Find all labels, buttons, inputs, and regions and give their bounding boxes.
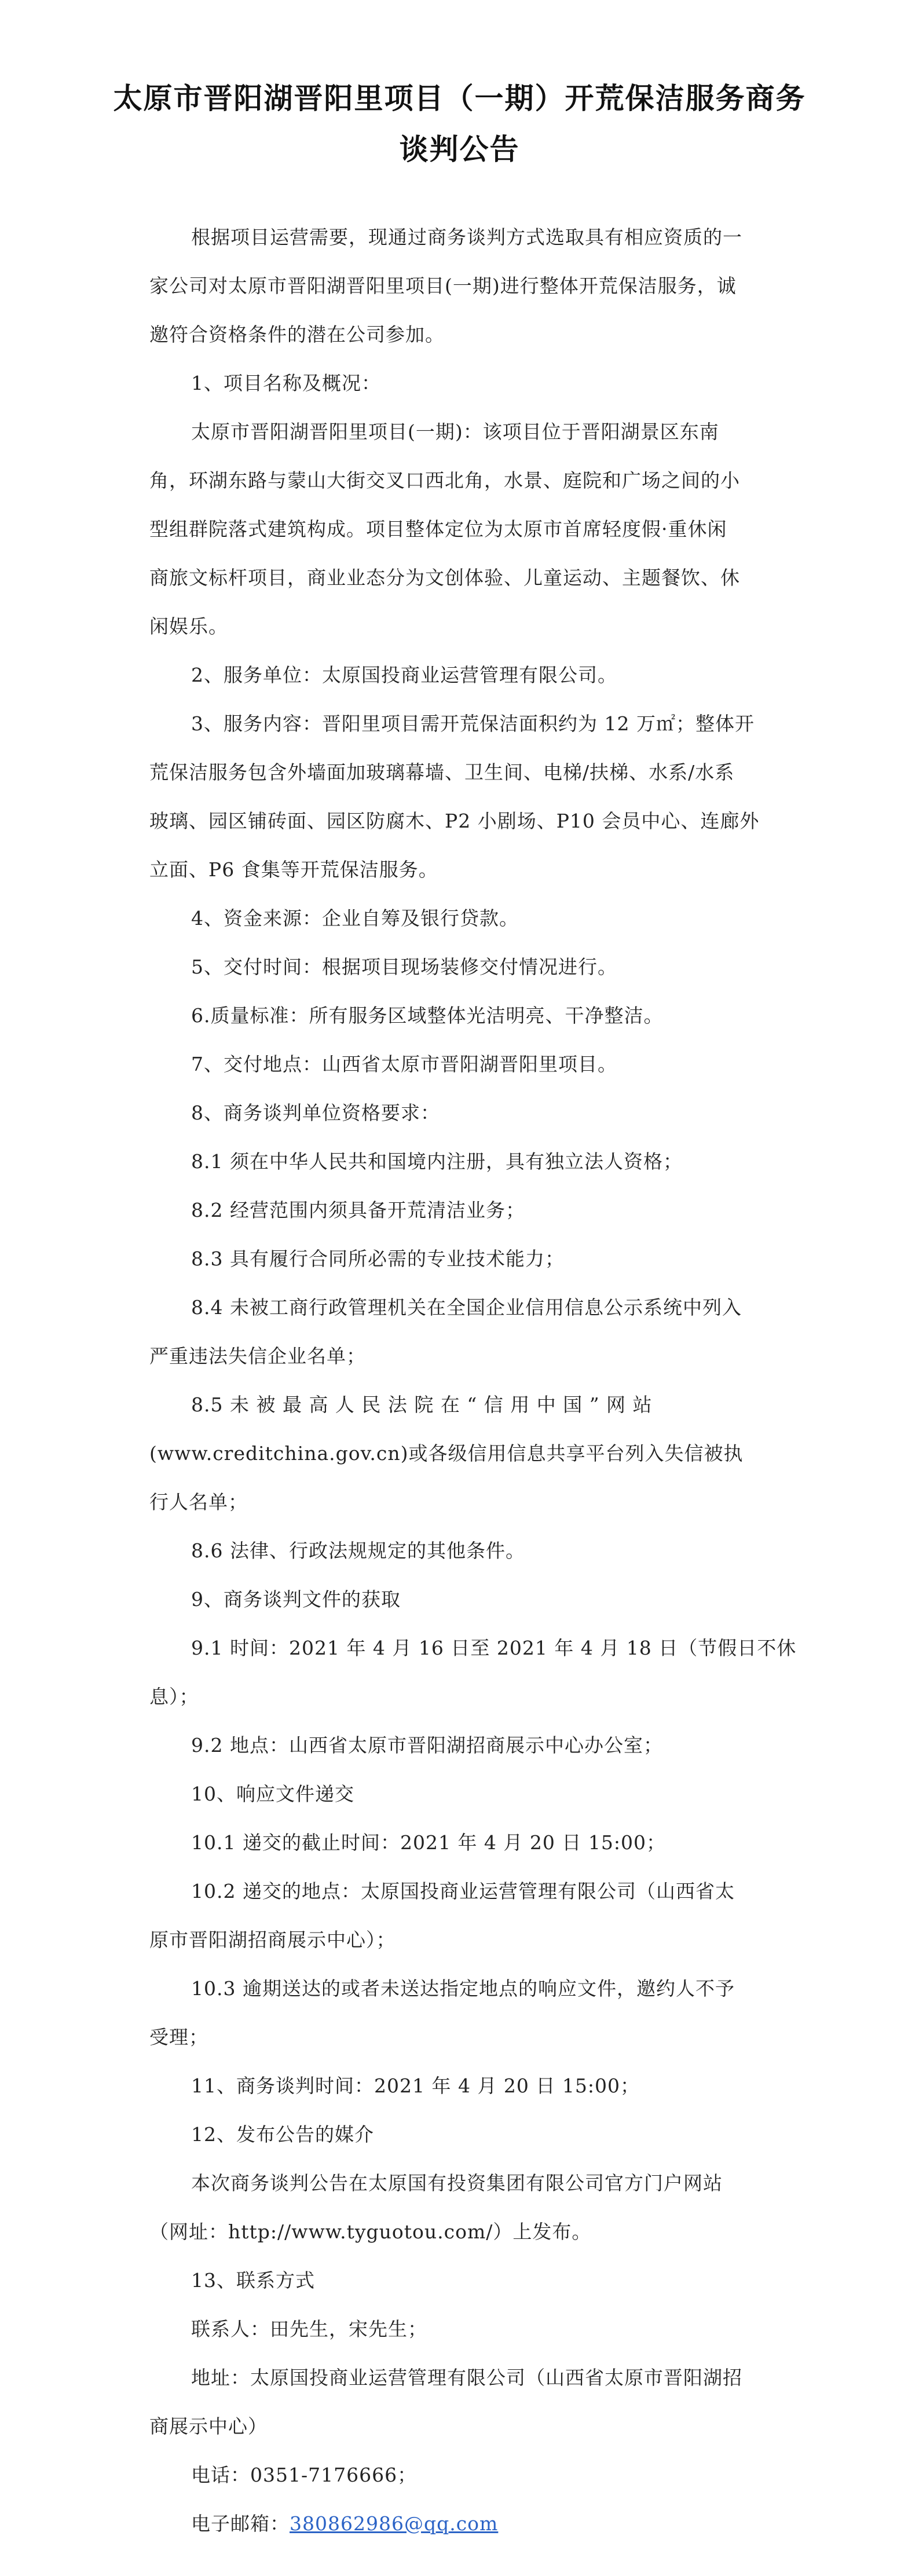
section-8-5-line-2: (www.creditchina.gov.cn)或各级信用信息共享平台列入失信被执 — [149, 1442, 744, 1465]
document-title-line-2: 谈判公告 — [399, 133, 520, 166]
section-5: 5、交付时间：根据项目现场装修交付情况进行。 — [191, 956, 617, 978]
section-9-1-line-2: 息）； — [149, 1685, 199, 1708]
document-title-line-1: 太原市晋阳湖晋阳里项目（一期）开荒保洁服务商务 — [113, 82, 806, 115]
section-10-3-line-1: 10.3 逾期送达的或者未送达指定地点的响应文件，邀约人不予 — [191, 1977, 735, 2000]
section-3-line-4: 立面、P6 食集等开荒保洁服务。 — [149, 858, 438, 881]
section-3-line-3: 玻璃、园区铺砖面、园区防腐木、P2 小剧场、P10 会员中心、连廊外 — [149, 810, 760, 832]
section-10-heading: 10、响应文件递交 — [191, 1783, 354, 1805]
section-8-heading: 8、商务谈判单位资格要求： — [191, 1102, 440, 1124]
section-1-line-4: 商旅文标杆项目，商业业态分为文创体验、儿童运动、主题餐饮、休 — [149, 566, 740, 589]
contact-phone: 电话：0351-7176666； — [191, 2464, 418, 2486]
contact-email-link[interactable]: 380862986@qq.com — [290, 2512, 499, 2535]
section-1-line-1: 太原市晋阳湖晋阳里项目(一期)：该项目位于晋阳湖景区东南 — [191, 420, 719, 443]
contact-address-line-2: 商展示中心） — [149, 2415, 268, 2438]
section-3-line-2: 荒保洁服务包含外墙面加玻璃幕墙、卫生间、电梯/扶梯、水系/水系 — [149, 761, 735, 784]
section-8-3: 8.3 具有履行合同所必需的专业技术能力； — [191, 1247, 565, 1270]
section-7: 7、交付地点：山西省太原市晋阳湖晋阳里项目。 — [191, 1053, 617, 1075]
section-8-6: 8.6 法律、行政法规规定的其他条件。 — [191, 1539, 525, 1562]
section-8-5-line-1: 8.5 未 被 最 高 人 民 法 院 在 “ 信 用 中 国 ” 网 站 — [191, 1393, 653, 1416]
section-2: 2、服务单位：太原国投商业运营管理有限公司。 — [191, 664, 617, 686]
section-6: 6.质量标准：所有服务区域整体光洁明亮、干净整洁。 — [191, 1004, 664, 1027]
contact-person: 联系人：田先生，宋先生； — [191, 2318, 427, 2340]
section-12-line-1: 本次商务谈判公告在太原国有投资集团有限公司官方门户网站 — [191, 2172, 723, 2194]
section-1-line-3: 型组群院落式建筑构成。项目整体定位为太原市首席轻度假·重休闲 — [149, 518, 727, 540]
section-8-4-line-1: 8.4 未被工商行政管理机关在全国企业信用信息公示系统中列入 — [191, 1296, 742, 1319]
section-9-1-line-1: 9.1 时间：2021 年 4 月 16 日至 2021 年 4 月 18 日（节假日不休 — [191, 1637, 797, 1659]
section-10-2-line-1: 10.2 递交的地点：太原国投商业运营管理有限公司（山西省太 — [191, 1880, 735, 1902]
contact-email-row — [191, 2500, 828, 2548]
contact-address-line-1: 地址：太原国投商业运营管理有限公司（山西省太原市晋阳湖招 — [191, 2366, 742, 2389]
section-8-4-line-2: 严重违法失信企业名单； — [149, 1345, 366, 1367]
intro-line-3: 邀符合资格条件的潜在公司参加。 — [149, 323, 445, 346]
intro-line-1: 根据项目运营需要，现通过商务谈判方式选取具有相应资质的一 — [191, 226, 742, 248]
section-12-heading: 12、发布公告的媒介 — [191, 2123, 374, 2146]
section-1-line-2: 角，环湖东路与蒙山大街交叉口西北角，水景、庭院和广场之间的小 — [149, 469, 740, 492]
section-3-line-1: 3、服务内容：晋阳里项目需开荒保洁面积约为 12 万㎡；整体开 — [191, 712, 755, 735]
section-8-1: 8.1 须在中华人民共和国境内注册，具有独立法人资格； — [191, 1150, 683, 1173]
section-9-2: 9.2 地点：山西省太原市晋阳湖招商展示中心办公室； — [191, 1734, 663, 1757]
contact-email-label: 电子邮箱： — [191, 2512, 290, 2535]
section-10-3-line-2: 受理； — [149, 2026, 208, 2048]
section-10-1: 10.1 递交的截止时间：2021 年 4 月 20 日 15:00； — [191, 1831, 666, 1854]
section-11: 11、商务谈判时间：2021 年 4 月 20 日 15:00； — [191, 2074, 640, 2097]
section-1-line-5: 闲娱乐。 — [149, 615, 228, 638]
section-10-2-line-2: 原市晋阳湖招商展示中心）； — [149, 1929, 396, 1951]
section-8-5-line-3: 行人名单； — [149, 1491, 248, 1513]
section-13-heading: 13、联系方式 — [191, 2269, 315, 2292]
section-4: 4、资金来源：企业自筹及银行贷款。 — [191, 907, 519, 930]
intro-line-2: 家公司对太原市晋阳湖晋阳里项目(一期)进行整体开荒保洁服务，诚 — [149, 275, 737, 297]
section-9-heading: 9、商务谈判文件的获取 — [191, 1588, 401, 1611]
section-1-heading: 1、项目名称及概况： — [191, 372, 381, 394]
section-8-2: 8.2 经营范围内须具备开荒清洁业务； — [191, 1199, 525, 1221]
section-12-line-2: （网址：http://www.tyguotou.com/）上发布。 — [149, 2220, 592, 2243]
